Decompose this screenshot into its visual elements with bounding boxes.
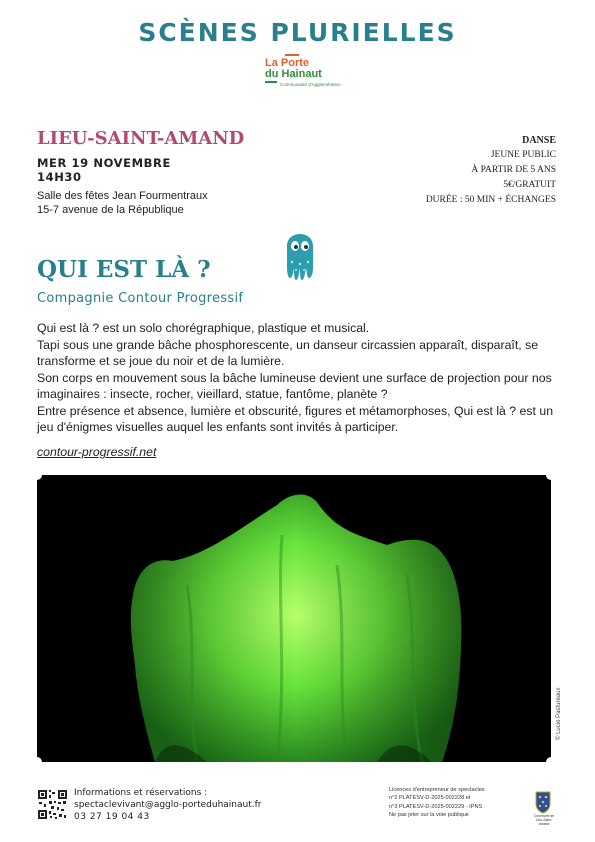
licence-line: Ne pas jeter sur la voie publique [389,812,469,819]
info-audience: JEUNE PUBLIC [490,150,556,160]
description-paragraph: Tapi sous une grande bâche phosphorescente, un danseur circassien apparaît, disparaît, se transforme et se joue du noir et de la lumière. [37,337,539,368]
licence-line: n°3 PLATESV-D-2025-002229 - IPNS [389,803,483,810]
qr-code-icon[interactable] [37,789,68,820]
show-photo [37,475,551,762]
logo-line3: Communauté d'Agglomération [280,82,341,87]
event-date: MER 19 NOVEMBRE [37,156,171,170]
licence-line: Licences d'entrepreneur de spectacles [389,787,485,793]
company-website-link[interactable]: contour-progressif.net [37,445,157,459]
show-info-block [336,133,556,208]
event-time: 14H30 [37,170,82,184]
event-venue: Salle des fêtes Jean Fourmentraux [37,190,208,202]
show-description [37,320,557,436]
show-title: QUI EST LÀ ? [37,256,211,283]
description-paragraph: Entre présence et absence, lumière et obscurité, figures et métamorphoses, Qui est là ? est un jeu d'énigmes visuelles auquel les enfants sont invités à participer. [37,403,554,434]
photo-credit: © Lucie Pastureaux [556,687,562,740]
info-duration: DURÉE : 50 MIN + ÉCHANGES [425,195,556,205]
porte-du-hainaut-logo [262,54,342,98]
event-city: LIEU-SAINT-AMAND [37,128,245,149]
contact-label: Informations et réservations : [74,788,208,798]
series-title: SCÈNES PLURIELLES [138,18,457,47]
logo-line2: du Hainaut [265,68,322,80]
licence-line: n°2 PLATESV-D-2025-002228 et [389,795,471,802]
event-address: 15-7 avenue de la République [37,204,184,216]
blue-ghost-octopus-icon [281,224,319,282]
description-paragraph: Qui est là ? est un solo chorégraphique, plastique et musical. [37,321,370,335]
description-paragraph: Son corps en mouvement sous la bâche lumineuse devient une surface de projection pour nos imaginaires : insecte, rocher, vieillard, statue, fantôme, planète ? [37,370,552,401]
licence-block [389,786,539,820]
logo-line1: La Porte [265,57,310,69]
info-genre: DANSE [522,135,556,146]
company-name: Compagnie Contour Progressif [37,291,244,306]
emblem-caption: Commune de Lieu-Saint-Amand [533,814,555,826]
info-age: À PARTIR DE 5 ANS [471,165,556,175]
contact-email-link[interactable]: spectaclevivant@agglo-porteduhainaut.fr [74,800,262,810]
info-price: 5€/GRATUIT [503,180,556,190]
contact-phone: 03 27 19 04 43 [74,812,150,822]
